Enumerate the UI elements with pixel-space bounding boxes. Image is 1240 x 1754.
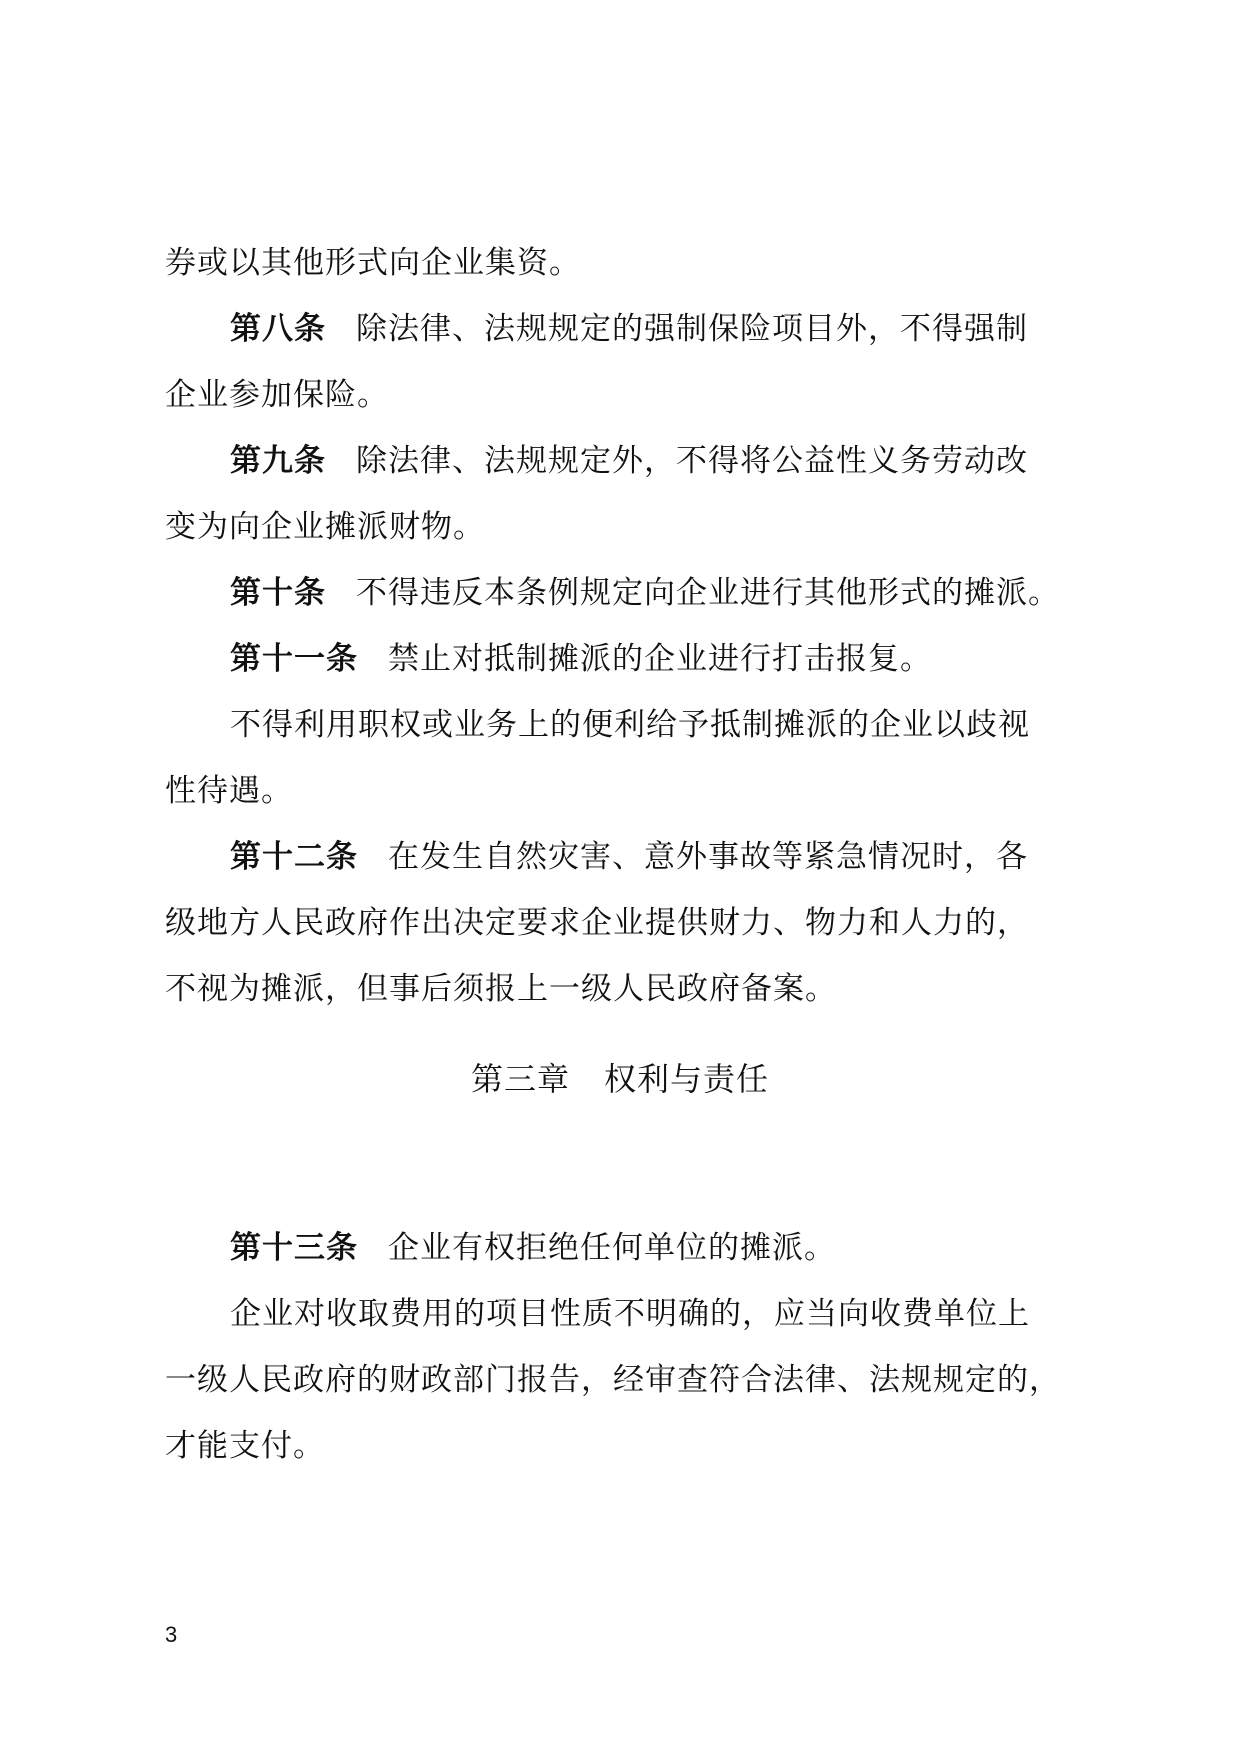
paragraph-line: 才能支付。 xyxy=(165,1428,325,1464)
paragraph-line: 性待遇。 xyxy=(165,773,293,809)
article-9-number: 第九条 xyxy=(230,443,326,479)
article-8-number: 第八条 xyxy=(230,311,326,347)
article-13-number: 第十三条 xyxy=(230,1230,358,1266)
article-12-number: 第十二条 xyxy=(230,839,358,875)
article-12 xyxy=(230,837,1028,877)
chapter-number: 第三章 xyxy=(470,1060,570,1098)
article-13 xyxy=(230,1228,836,1268)
paragraph-line: 企业对收取费用的项目性质不明确的，应当向收费单位上 xyxy=(230,1296,1030,1332)
paragraph-line: 企业参加保险。 xyxy=(165,377,389,413)
chapter-heading xyxy=(0,1057,1240,1101)
article-12-text: 在发生自然灾害、意外事故等紧急情况时，各 xyxy=(388,839,1028,875)
chapter-title: 权利与责任 xyxy=(604,1060,770,1098)
article-10 xyxy=(230,573,1060,613)
article-10-text: 不得违反本条例规定向企业进行其他形式的摊派。 xyxy=(356,575,1060,611)
paragraph-line: 变为向企业摊派财物。 xyxy=(165,509,485,545)
article-8-text: 除法律、法规规定的强制保险项目外，不得强制 xyxy=(356,311,1028,347)
article-10-number: 第十条 xyxy=(230,575,326,611)
article-13-text: 企业有权拒绝任何单位的摊派。 xyxy=(388,1230,836,1266)
paragraph-line: 一级人民政府的财政部门报告，经审查符合法律、法规规定的， xyxy=(165,1362,1061,1398)
paragraph-line: 级地方人民政府作出决定要求企业提供财力、物力和人力的， xyxy=(165,905,1029,941)
article-11-number: 第十一条 xyxy=(230,641,358,677)
paragraph-line: 券或以其他形式向企业集资。 xyxy=(165,245,581,281)
article-9 xyxy=(230,441,1028,481)
paragraph-line: 不视为摊派，但事后须报上一级人民政府备案。 xyxy=(165,971,837,1007)
article-8 xyxy=(230,309,1028,349)
article-11-text: 禁止对抵制摊派的企业进行打击报复。 xyxy=(388,641,932,677)
paragraph-line: 不得利用职权或业务上的便利给予抵制摊派的企业以歧视 xyxy=(230,707,1030,743)
article-11 xyxy=(230,639,932,679)
page-number: 3 xyxy=(165,1622,178,1647)
article-9-text: 除法律、法规规定外，不得将公益性义务劳动改 xyxy=(356,443,1028,479)
